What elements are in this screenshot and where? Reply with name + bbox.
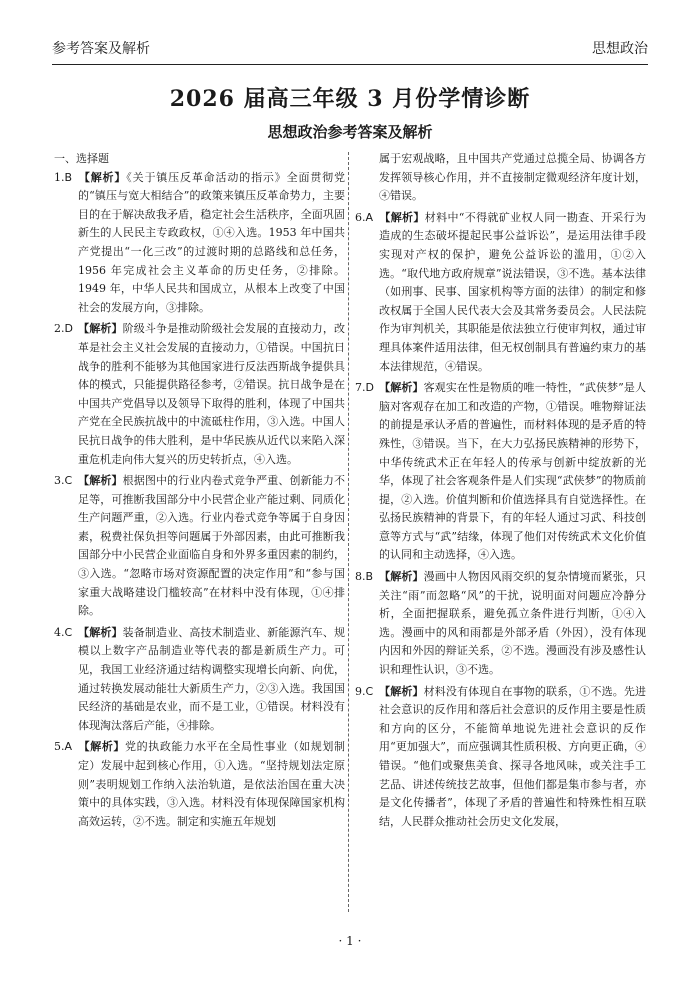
header-divider [52,64,648,65]
analysis-tag: 【解析】 [78,170,127,184]
analysis-tag: 【解析】 [78,740,126,754]
analysis-tag: 【解析】 [379,381,424,395]
analysis-tag: 【解析】 [78,474,123,488]
answer-item-1 [54,169,345,318]
analysis-tag: 【解析】 [78,625,123,639]
item-text: 阶级斗争是推动阶级社会发展的直接动力，改革是社会主义社会发展的直接动力，①错误。中国抗日战争的胜利不能够为其他国家进行反法西斯战争提供具体的模式，只能提供路径参考，②错误。抗日战争是在中国共产党倡导以及领导下取得的胜利，体现了中国共产党在全民族抗战中的中流砥柱作用，③入选。中国人民抗日战争的伟大胜利，是中华民族从近代以来陷入深重危机走向伟大复兴的历史转折点，④入选。 [78,322,345,466]
item-number: 7.D [355,381,374,395]
right-column [355,150,646,834]
page-number: · 1 · [338,934,362,948]
answer-item-3 [54,472,345,621]
item-text: 漫画中人物因风雨交织的复杂情境而紧张，只关注“雨”而忽略“风”的干扰，说明面对问题应冷静分析，全面把握联系，避免孤立条件进行判断，①④入选。漫画中的风和雨都是外部矛盾（外因），没有体现内因和外因的辩证关系，②不选。漫画没有涉及感性认识和理性认识，③不选。 [379,570,646,677]
item-text: 材料中“不得就矿业权人同一勘查、开采行为造成的生态破坏提起民事公益诉讼”，是运用法律手段实现对产权的保护，避免公益诉讼的滥用，①②入选。“取代地方政府规章”说法错误，③不选。基本法律（如刑事、民事、国家机构等方面的法律）的制定和修改权属于全国人民代表大会及其常务委员会。人民法院作为审判机关，其职能是依法独立行使审判权，通过审理具体案件适用法律，但无权创制具有普遍约束力的基本法律规范，④错误。 [379,210,647,373]
item-text: 《关于镇压反革命活动的指示》全面贯彻党的“镇压与宽大相结合”的政策来镇压反革命势力，主要目的在于解决敌我矛盾，稳定社会生活秩序，全面巩固新生的人民民主专政政权，①④入选。1953 年中国共产党提出“一化三改”的过渡时期的总路线和总任务，1956 年完成社会主义革命的历史任务，②排除。1949 年，中华人民共和国成立，从根本上改变了中国社会的发展方向，③排除。 [78,170,346,314]
item-number: 4.C [54,625,73,639]
answer-item-5 [54,738,345,831]
column-divider [348,152,349,912]
item-text: 根据图中的行业内卷式竞争严重、创新能力不足等，可推断我国部分中小民营企业产能过剩、同质化生产问题严重，②入选。行业内卷式竞争等属于自身因素，税费社保负担等问题属于外部因素，由此可推断我国部分中小民营企业面临自身和外界多重因素的制约，③入选。“忽略市场对资源配置的决定作用”和“参与国家重大战略建设门槛较高”在材料中没有体现，①④排除。 [78,474,345,618]
item-number: 5.A [54,740,73,754]
answer-item-6 [355,209,646,376]
answer-item-7 [355,379,646,565]
item-text: 客观实在性是物质的唯一特性，“武侠梦”是人脑对客观存在加工和改造的产物，①错误。唯物辩证法的前提是承认矛盾的普遍性，而材料体现的是矛盾的特殊性，③错误。当下，在大力弘扬民族精神的形势下，中华传统武术正在年轻人的传承与创新中绽放新的光华，体现了社会客观条件是人们实现“武侠梦”的物质前提，②入选。价值判断和价值选择具有自觉选择性。在弘扬民族精神的背景下，有的年轻人通过习武、科技创意等方式与“武”结缘，体现了他们对传统武术文化价值的认同和主动选择，④入选。 [379,381,647,562]
analysis-tag: 【解析】 [379,210,425,224]
item-number: 8.B [355,570,374,584]
analysis-tag: 【解析】 [78,322,123,336]
item-text: 材料没有体现自在事物的联系，①不选。先进社会意识的反作用和落后社会意识的反作用主要是性质和方向的区分，不能简单地说先进社会意识的反作用“更加强大”，而应强调其性质积极、方向更正确，④错误。“他们或聚焦美食、探寻各地风味，或关注手工艺品、讲述传统技艺故事，但他们都是集市参与者，亦是文化传播者”，体现了矛盾的普遍性和特殊性相互联结，人民群众推动社会历史文化发展， [379,684,646,828]
page-title: 2026 届高三年级 3 月份学情诊断 [169,86,531,112]
item-number: 6.A [355,210,374,224]
answer-item-9 [355,683,646,832]
answer-item-2 [54,320,345,469]
answer-item-8 [355,568,646,680]
header-left-label: 参考答案及解析 [52,41,150,57]
header-subject-label: 思想政治 [592,41,648,57]
item-number: 2.D [54,322,73,336]
page-subtitle: 思想政治参考答案及解析 [267,123,433,141]
item-text: 装备制造业、高技术制造业、新能源汽车、规模以上数字产品制造业等代表的都是新质生产力。可见，我国工业经济通过结构调整实现增长向新、向优，通过转换发展动能壮大新质生产力，②③入选。我国国民经济的基础是农业，而不是工业，①错误。材料没有体现淘汰落后产能，④排除。 [78,625,345,732]
item-5-continuation: 属于宏观战略，且中国共产党通过总揽全局、协调各方发挥领导核心作用，并不直接制定微观经济年度计划，④错误。 [379,152,646,203]
analysis-tag: 【解析】 [379,570,424,584]
analysis-tag: 【解析】 [379,684,424,698]
item-number: 9.C [355,684,374,698]
item-text: 党的执政能力水平在全局性事业（如规划制定）发展中起到核心作用，①入选。“坚持规划法定原则”表明规划工作纳入法治轨道，是依法治国在重大决策中的具体实践，③入选。材料没有体现保障国家机构高效运转，②不选。制定和实施五年规划 [78,740,346,828]
item-number: 3.C [54,474,73,488]
left-column [54,150,345,834]
section-heading: 一、选择题 [54,152,109,165]
running-header [52,38,648,62]
answer-item-4 [54,624,345,736]
item-number: 1.B [54,170,73,184]
